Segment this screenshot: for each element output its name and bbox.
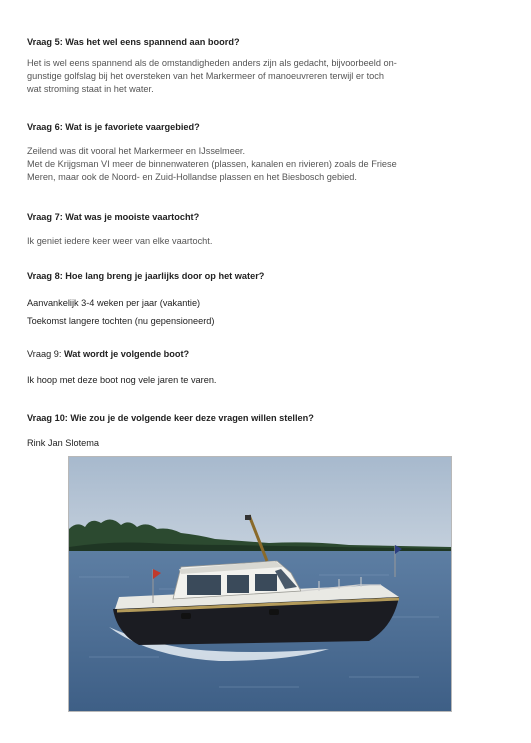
answer-10 — [27, 437, 447, 450]
question-5-heading: Vraag 5: Was het wel eens spannend aan boord? — [27, 37, 240, 47]
answer-8 — [27, 294, 447, 330]
answer-5 — [27, 57, 447, 97]
question-9-title: Wat wordt je volgende boot? — [63, 349, 190, 359]
answer-6-line-2: Met de Krijgsman VI meer de binnenwateren (plassen, kanalen en rivieren) zoals de Friese — [27, 159, 397, 170]
answer-6-line-1: Zeilend was dit vooral het Markermeer en IJsselmeer. — [27, 146, 246, 156]
answer-5-line-1: Het is wel eens spannend als de omstandigheden anders zijn als gedacht, bijvoorbeeld on- — [27, 58, 397, 68]
cabin-window-2 — [227, 575, 249, 593]
mast-light — [245, 515, 251, 520]
answer-7 — [27, 235, 447, 248]
boat-photo — [68, 456, 452, 712]
answer-9 — [27, 374, 447, 387]
answer-6-line-3: Meren, maar ook de Noord- en Zuid-Hollandse plassen en het Biesbosch gebied. — [27, 172, 357, 183]
answer-5-line-3: wat stroming staat in het water. — [27, 84, 154, 95]
answer-5-line-2: gunstige golfslag bij het oversteken van het Markermeer of manoeuvreren terwijl er toch — [27, 71, 384, 82]
question-9-prefix: Vraag 9: — [27, 349, 62, 359]
boat-illustration — [69, 457, 451, 711]
question-9-heading — [27, 349, 189, 359]
question-6-heading: Vraag 6: Wat is je favoriete vaargebied? — [27, 122, 200, 132]
answer-7-line-1: Ik geniet iedere keer weer van elke vaartocht. — [27, 236, 213, 246]
question-8-heading: Vraag 8: Hoe lang breng je jaarlijks door op het water? — [27, 271, 265, 281]
answer-10-line-1: Rink Jan Slotema — [27, 438, 100, 448]
question-7-heading: Vraag 7: Wat was je mooiste vaartocht? — [27, 212, 200, 222]
answer-9-line-1: Ik hoop met deze boot nog vele jaren te varen. — [27, 375, 217, 385]
answer-8-line-1: Aanvankelijk 3-4 weken per jaar (vakantie) — [27, 298, 201, 308]
answer-8-line-2: Toekomst langere tochten (nu gepensioneerd) — [27, 316, 215, 326]
question-10-heading: Vraag 10: Wie zou je de volgende keer deze vragen willen stellen? — [27, 413, 314, 423]
cabin-window-1 — [187, 575, 221, 595]
answer-6 — [27, 145, 447, 185]
cabin-window-3 — [255, 574, 277, 591]
